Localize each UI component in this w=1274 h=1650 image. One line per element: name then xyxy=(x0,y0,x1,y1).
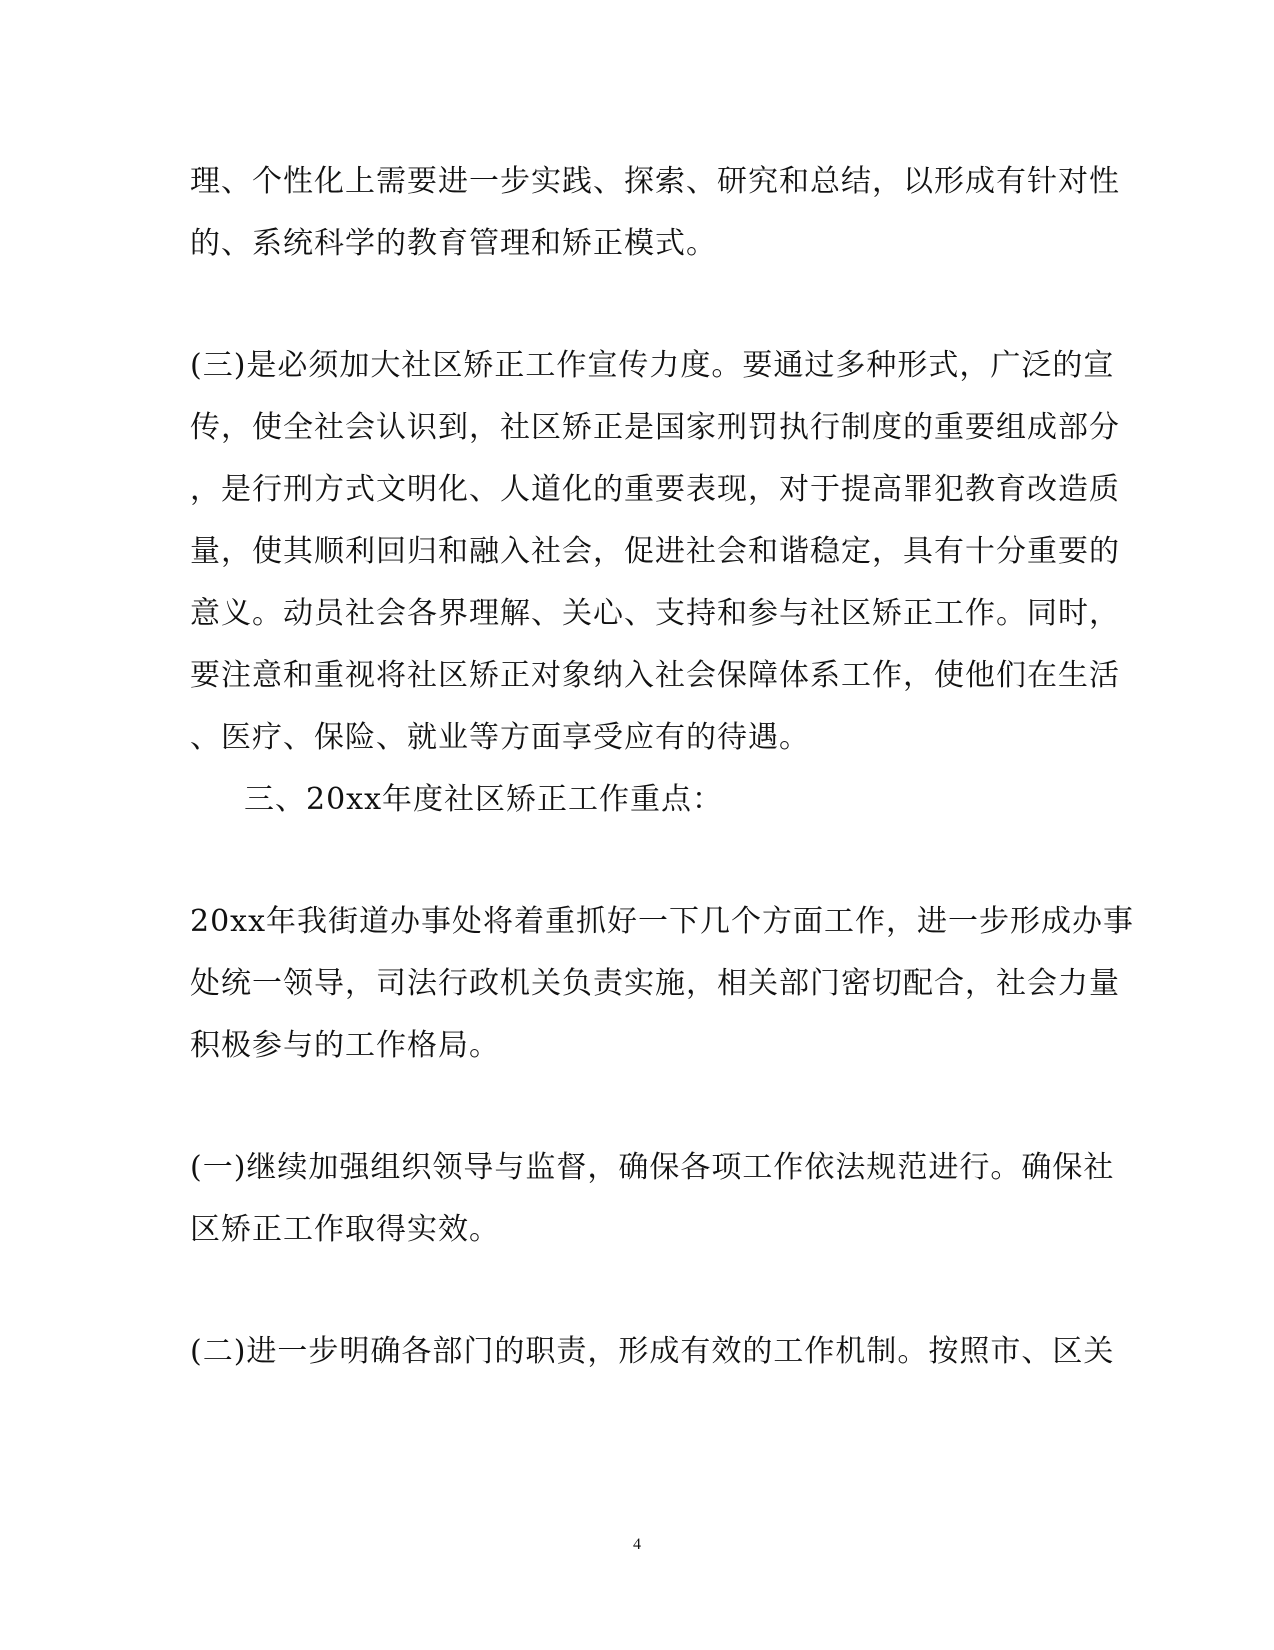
text-line: (一)继续加强组织领导与监督，确保各项工作依法规范进行。确保社 xyxy=(190,1150,1115,1185)
text-line: 理、个性化上需要进一步实践、探索、研究和总结，以形成有针对性 xyxy=(190,164,1120,199)
text-line: 、医疗、保险、就业等方面享受应有的待遇。 xyxy=(190,720,810,755)
text-line: 积极参与的工作格局。 xyxy=(190,1028,500,1063)
text-line: 20xx年我街道办事处将着重抓好一下几个方面工作，进一步形成办事 xyxy=(190,904,1135,939)
text-line: 处统一领导，司法行政机关负责实施，相关部门密切配合，社会力量 xyxy=(190,966,1120,1001)
text-line: 区矫正工作取得实效。 xyxy=(190,1212,500,1247)
text-line: ，是行刑方式文明化、人道化的重要表现，对于提高罪犯教育改造质 xyxy=(190,472,1120,507)
section-heading: 三、20xx年度社区矫正工作重点： xyxy=(244,782,724,817)
text-line: (二)进一步明确各部门的职责，形成有效的工作机制。按照市、区关 xyxy=(190,1334,1115,1369)
text-line: 要注意和重视将社区矫正对象纳入社会保障体系工作，使他们在生活 xyxy=(190,658,1120,693)
text-line: (三)是必须加大社区矫正工作宣传力度。要通过多种形式，广泛的宣 xyxy=(190,348,1115,383)
page-number: 4 xyxy=(633,1536,641,1553)
text-line: 意义。动员社会各界理解、关心、支持和参与社区矫正工作。同时， xyxy=(190,596,1120,631)
text-line: 的、系统科学的教育管理和矫正模式。 xyxy=(190,226,717,261)
text-line: 量，使其顺利回归和融入社会，促进社会和谐稳定，具有十分重要的 xyxy=(190,534,1120,569)
text-line: 传，使全社会认识到，社区矫正是国家刑罚执行制度的重要组成部分 xyxy=(190,410,1120,445)
